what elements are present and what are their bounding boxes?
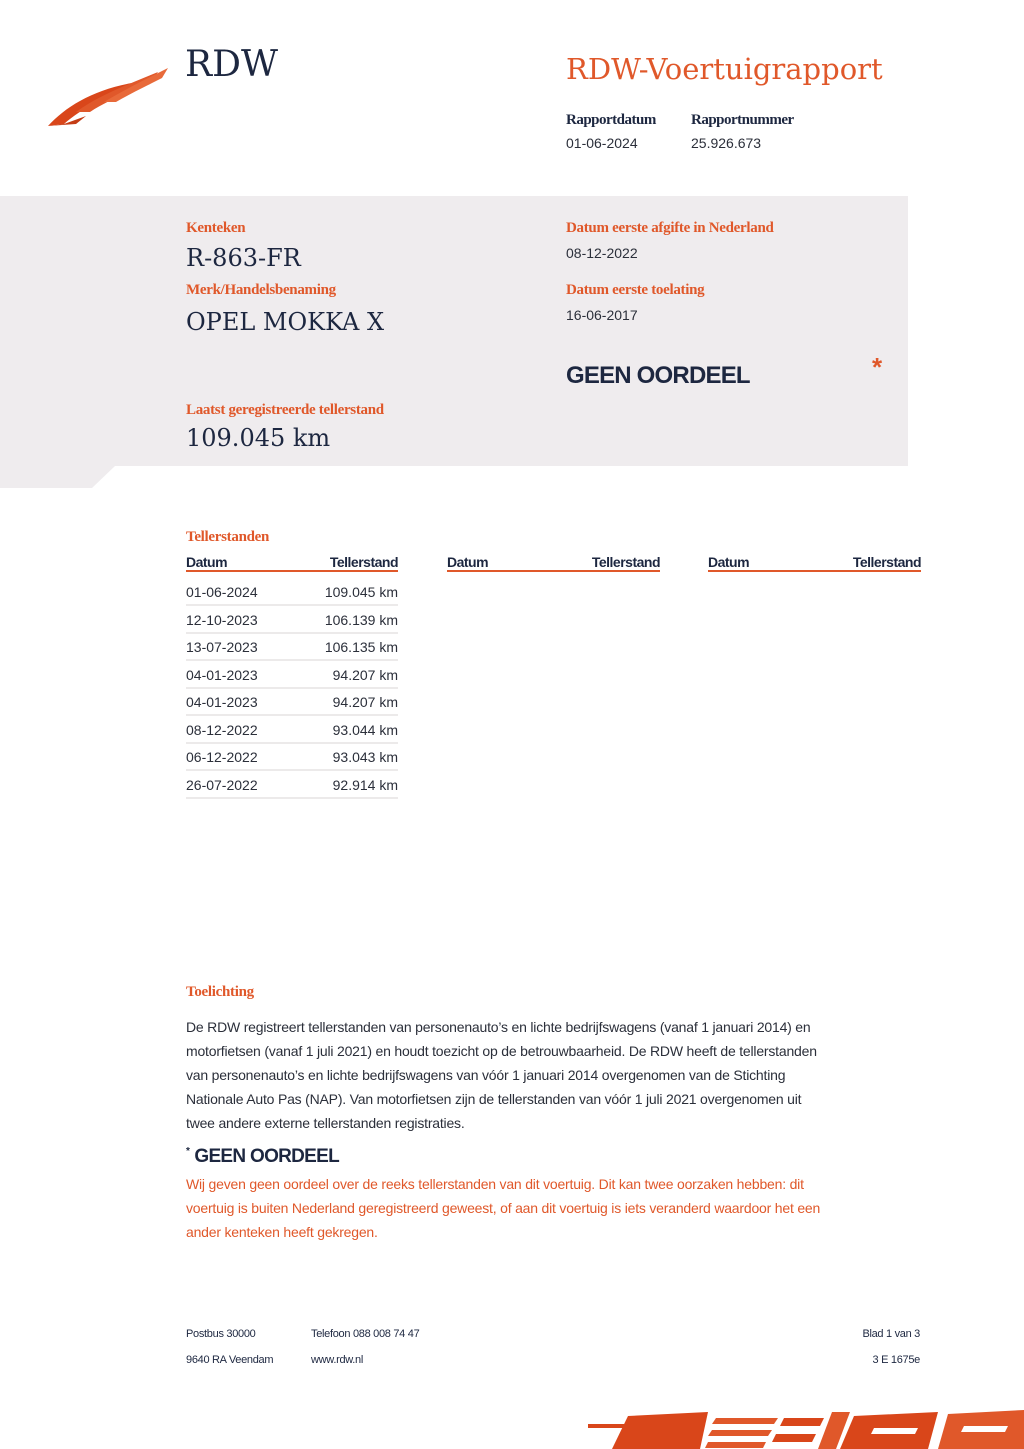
speed-stripes-graphic-icon	[588, 1408, 1024, 1449]
odometer-section-title: Tellerstanden	[186, 529, 270, 545]
footer-website[interactable]: www.rdw.nl	[311, 1354, 364, 1366]
table-row	[186, 660, 398, 689]
verdict-marker: *	[872, 352, 883, 382]
row-reading: 106.139 km	[324, 612, 398, 628]
table-row	[186, 577, 398, 606]
report-number-label: Rapportnummer	[691, 112, 794, 128]
brand-value: OPEL MOKKA X	[186, 308, 385, 336]
row-reading: 109.045 km	[324, 584, 398, 600]
col-reading-header-2: Tellerstand	[591, 554, 660, 570]
table-row	[186, 632, 398, 661]
header-rule	[186, 570, 398, 572]
row-reading: 92.914 km	[332, 777, 398, 793]
first-admission-label: Datum eerste toelating	[566, 282, 705, 298]
report-date-label: Rapportdatum	[566, 112, 656, 128]
col-reading-header-3: Tellerstand	[852, 554, 921, 570]
row-date: 26-07-2022	[186, 777, 258, 793]
report-date: 01-06-2024	[566, 135, 638, 151]
row-reading: 94.207 km	[332, 667, 398, 683]
last-odometer-value: 109.045 km	[186, 424, 331, 452]
row-reading: 93.043 km	[332, 749, 398, 765]
explanation-title: Toelichting	[186, 984, 254, 1000]
row-date: 12-10-2023	[186, 612, 258, 628]
explanation-verdict-title: GEEN OORDEEL	[194, 1146, 340, 1167]
table-row	[186, 742, 398, 771]
verdict-marker-small: *	[186, 1146, 190, 1157]
verdict-line: ander kenteken heeft gekregen.	[186, 1224, 378, 1240]
row-reading: 106.135 km	[324, 639, 398, 655]
row-date: 06-12-2022	[186, 749, 258, 765]
first-nl-value: 08-12-2022	[566, 245, 638, 261]
explanation-line: van personenauto’s en lichte bedrijfswagens van vóór 1 januari 2014 overgenomen van de Stichting	[186, 1067, 786, 1083]
verdict-line: voertuig is buiten Nederland geregistreerd geweest, of aan dit voertuig is iets veranderd waardoor het een	[186, 1200, 821, 1216]
explanation-paragraph	[186, 1015, 926, 1135]
col-date-header-3: Datum	[708, 554, 750, 570]
explanation-line: twee andere externe tellerstanden registraties.	[186, 1115, 465, 1131]
explanation-verdict-heading	[186, 1146, 339, 1168]
header-rule-2	[447, 570, 660, 572]
footer-code: 3 E 1675e	[872, 1354, 920, 1366]
row-date: 04-01-2023	[186, 694, 258, 710]
report-number: 25.926.673	[691, 135, 762, 151]
row-date: 13-07-2023	[186, 639, 258, 655]
row-reading: 94.207 km	[332, 694, 398, 710]
footer-address-2: 9640 RA Veendam	[186, 1354, 274, 1366]
table-row	[186, 605, 398, 634]
table-row	[186, 770, 398, 799]
report-title: RDW-Voertuigrapport	[566, 52, 883, 86]
verdict-explanation	[186, 1172, 926, 1244]
footer-address-1: Postbus 30000	[186, 1328, 256, 1340]
row-date: 08-12-2022	[186, 722, 258, 738]
first-admission-value: 16-06-2017	[566, 307, 638, 323]
col-date-header: Datum	[186, 554, 228, 570]
row-date: 04-01-2023	[186, 667, 258, 683]
table-row	[186, 687, 398, 716]
row-reading: 93.044 km	[332, 722, 398, 738]
brand-label: Merk/Handelsbenaming	[186, 282, 336, 298]
logo-text: RDW	[185, 44, 278, 85]
footer-phone: Telefoon 088 008 74 47	[311, 1328, 420, 1340]
explanation-line: Nationale Auto Pas (NAP). Van motorfietsen zijn de tellerstanden van vóór 1 juli 2021 overgenomen uit	[186, 1091, 802, 1107]
col-reading-header: Tellerstand	[329, 554, 398, 570]
header-rule-3	[708, 570, 921, 572]
last-odometer-label: Laatst geregistreerde tellerstand	[186, 402, 384, 418]
verdict-line: Wij geven geen oordeel over de reeks tellerstanden van dit voertuig. Dit kan twee oorzaken hebben: dit	[186, 1176, 804, 1192]
explanation-line: De RDW registreert tellerstanden van personenauto’s en lichte bedrijfswagens (vanaf 1 januari 2014) en	[186, 1019, 811, 1035]
first-nl-label: Datum eerste afgifte in Nederland	[566, 220, 774, 236]
plate-value: R-863-FR	[186, 244, 301, 272]
plate-label: Kenteken	[186, 220, 246, 236]
rdw-wing-logo-icon	[46, 66, 170, 130]
explanation-line: motorfietsen (vanaf 1 juli 2021) en houdt toezicht op de betrouwbaarheid. De RDW heeft de tellerstanden	[186, 1043, 817, 1059]
footer-page: Blad 1 van 3	[862, 1328, 920, 1340]
verdict: GEEN OORDEEL	[566, 362, 750, 389]
row-date: 01-06-2024	[186, 584, 258, 600]
band-tail	[0, 466, 115, 488]
table-row	[186, 715, 398, 744]
col-date-header-2: Datum	[447, 554, 489, 570]
